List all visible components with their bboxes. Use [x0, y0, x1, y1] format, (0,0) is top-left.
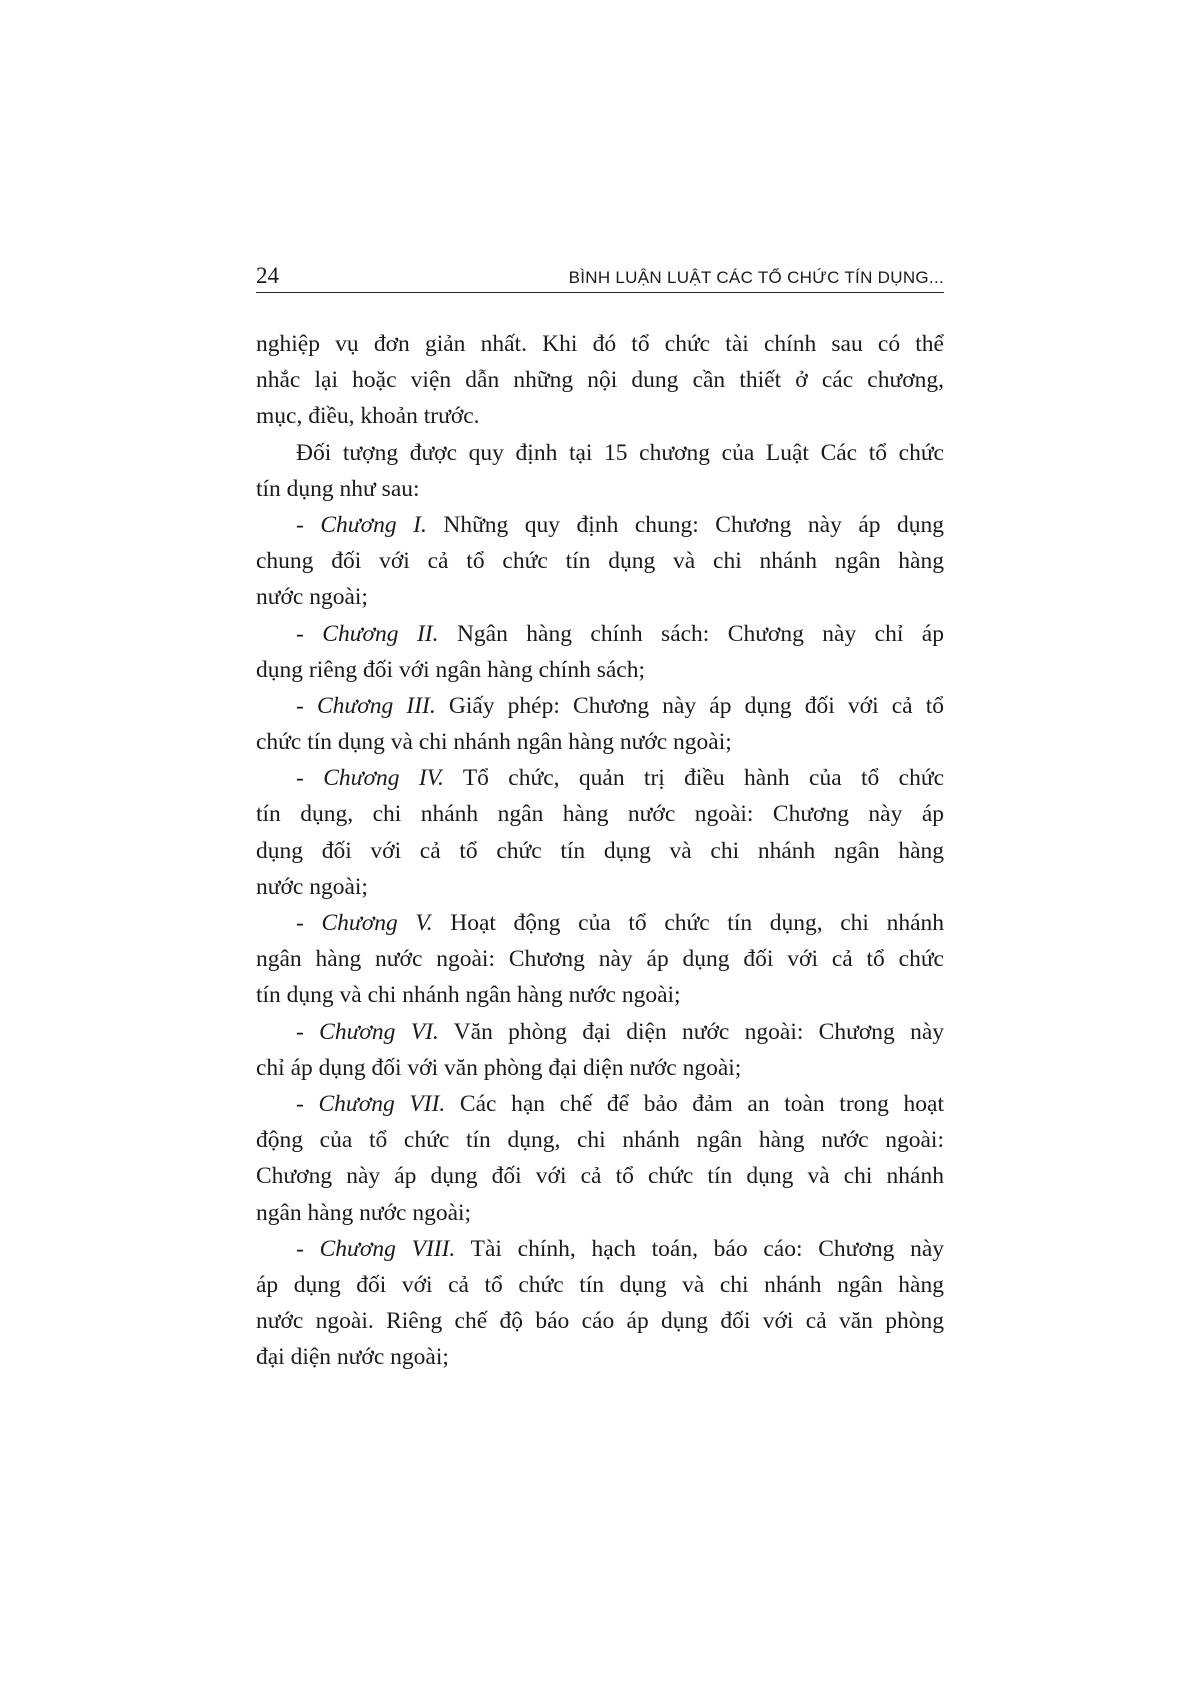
line-text: tín dụng và chi nhánh ngân hàng nước ngoài; — [256, 982, 681, 1009]
text-line — [256, 471, 944, 507]
line-text: động của tổ chức tín dụng, chi nhánh ngân hàng nước ngoài: — [256, 1127, 944, 1154]
text-line — [256, 1267, 944, 1303]
chapter-paragraph — [256, 616, 944, 688]
text-line — [256, 616, 944, 652]
text-line — [256, 1195, 944, 1231]
line-text: Chương này áp dụng đối với cả tổ chức tín dụng và chi nhánh — [256, 1163, 944, 1190]
text-line — [256, 1086, 944, 1122]
line-text: mục, điều, khoản trước. — [256, 403, 480, 430]
line-text: ngân hàng nước ngoài: Chương này áp dụng đối với cả tổ chức — [256, 946, 944, 973]
line-text: nghiệp vụ đơn giản nhất. Khi đó tổ chức tài chính sau có thể — [256, 331, 944, 357]
chapter-paragraph — [256, 688, 944, 760]
text-line — [256, 796, 944, 832]
text-line — [256, 543, 944, 579]
text-line — [256, 1339, 944, 1375]
line-text: chức tín dụng và chi nhánh ngân hàng nước ngoài; — [256, 729, 732, 756]
line-text: chỉ áp dụng đối với văn phòng đại diện nước ngoài; — [256, 1054, 742, 1081]
text-line — [256, 688, 944, 724]
line-text: Hoạt động của tổ chức tín dụng, chi nhánh — [432, 910, 945, 936]
list-dash: - — [296, 1018, 320, 1045]
line-text: Tài chính, hạch toán, báo cáo: Chương này — [455, 1235, 944, 1262]
text-line — [256, 941, 944, 977]
text-line — [256, 652, 944, 688]
text-line — [256, 1014, 944, 1050]
chapter-paragraph — [256, 1231, 944, 1376]
list-dash: - — [296, 1090, 319, 1117]
chapter-paragraph — [256, 507, 944, 616]
text-line — [256, 1231, 944, 1267]
line-text: dụng đối với cả tổ chức tín dụng và chi nhánh ngân hàng — [256, 837, 944, 864]
line-text: Các hạn chế để bảo đảm an toàn trong hoạt — [445, 1090, 944, 1117]
line-text: áp dụng đối với cả tổ chức tín dụng và chi nhánh ngân hàng — [256, 1271, 944, 1298]
list-dash: - — [296, 620, 323, 647]
chapter-paragraph — [256, 905, 944, 1014]
line-text: Văn phòng đại diện nước ngoài: Chương này — [438, 1018, 945, 1045]
line-text: Tổ chức, quản trị điều hành của tổ chức — [443, 765, 945, 792]
line-text: tín dụng như sau: — [256, 475, 420, 502]
chapter-label: Chương II. — [322, 620, 439, 647]
line-text: chung đối với cả tổ chức tín dụng và chi nhánh ngân hàng — [256, 548, 944, 575]
chapter-label: Chương III. — [316, 692, 436, 719]
paragraph — [256, 435, 944, 507]
text-line — [256, 1303, 944, 1339]
line-text: nước ngoài; — [256, 873, 368, 900]
text-line — [256, 326, 944, 362]
text-line — [256, 398, 944, 434]
text-line — [256, 760, 944, 796]
line-text: Đối tượng được quy định tại 15 chương của Luật Các tổ chức — [296, 439, 944, 466]
list-dash: - — [296, 692, 317, 719]
text-line — [256, 1050, 944, 1086]
text-line — [256, 833, 944, 869]
list-dash: - — [296, 1235, 320, 1262]
line-text: nhắc lại hoặc viện dẫn những nội dung cần thiết ở các chương, — [256, 367, 944, 394]
text-line — [256, 869, 944, 905]
line-text: nước ngoài. Riêng chế độ báo cáo áp dụng đối với cả văn phòng — [256, 1308, 944, 1335]
text-line — [256, 1122, 944, 1158]
text-line — [256, 977, 944, 1013]
line-text: Giấy phép: Chương này áp dụng đối với cả tổ — [435, 692, 945, 719]
line-text: nước ngoài; — [256, 584, 368, 611]
paragraph — [256, 326, 944, 435]
chapter-paragraph — [256, 1014, 944, 1086]
chapter-label: Chương V. — [321, 910, 433, 936]
line-text: Ngân hàng chính sách: Chương này chỉ áp — [438, 620, 944, 647]
text-line — [256, 579, 944, 615]
chapter-label: Chương VI. — [319, 1018, 439, 1045]
text-line — [256, 724, 944, 760]
line-text: ngân hàng nước ngoài; — [256, 1199, 472, 1226]
chapter-label: Chương I. — [320, 511, 427, 538]
running-title: BÌNH LUẬN LUẬT CÁC TỔ CHỨC TÍN DỤNG... — [568, 268, 944, 287]
line-text: dụng riêng đối với ngân hàng chính sách; — [256, 656, 646, 683]
line-text: đại diện nước ngoài; — [256, 1344, 449, 1371]
running-header — [256, 262, 944, 293]
chapter-paragraph — [256, 760, 944, 905]
body-text — [256, 326, 944, 1375]
chapter-paragraph — [256, 1086, 944, 1231]
text-line — [256, 507, 944, 543]
text-line — [256, 1158, 944, 1194]
list-dash: - — [296, 511, 321, 538]
line-text: Những quy định chung: Chương này áp dụng — [426, 511, 945, 538]
text-line — [256, 905, 944, 941]
page-number: 24 — [256, 263, 279, 288]
chapter-label: Chương IV. — [323, 765, 444, 792]
text-line — [256, 435, 944, 471]
list-dash: - — [296, 765, 324, 792]
list-dash: - — [296, 910, 322, 936]
line-text: tín dụng, chi nhánh ngân hàng nước ngoài: Chương này áp — [256, 801, 944, 828]
text-line — [256, 362, 944, 398]
chapter-label: Chương VIII. — [319, 1235, 456, 1262]
chapter-label: Chương VII. — [318, 1090, 446, 1117]
